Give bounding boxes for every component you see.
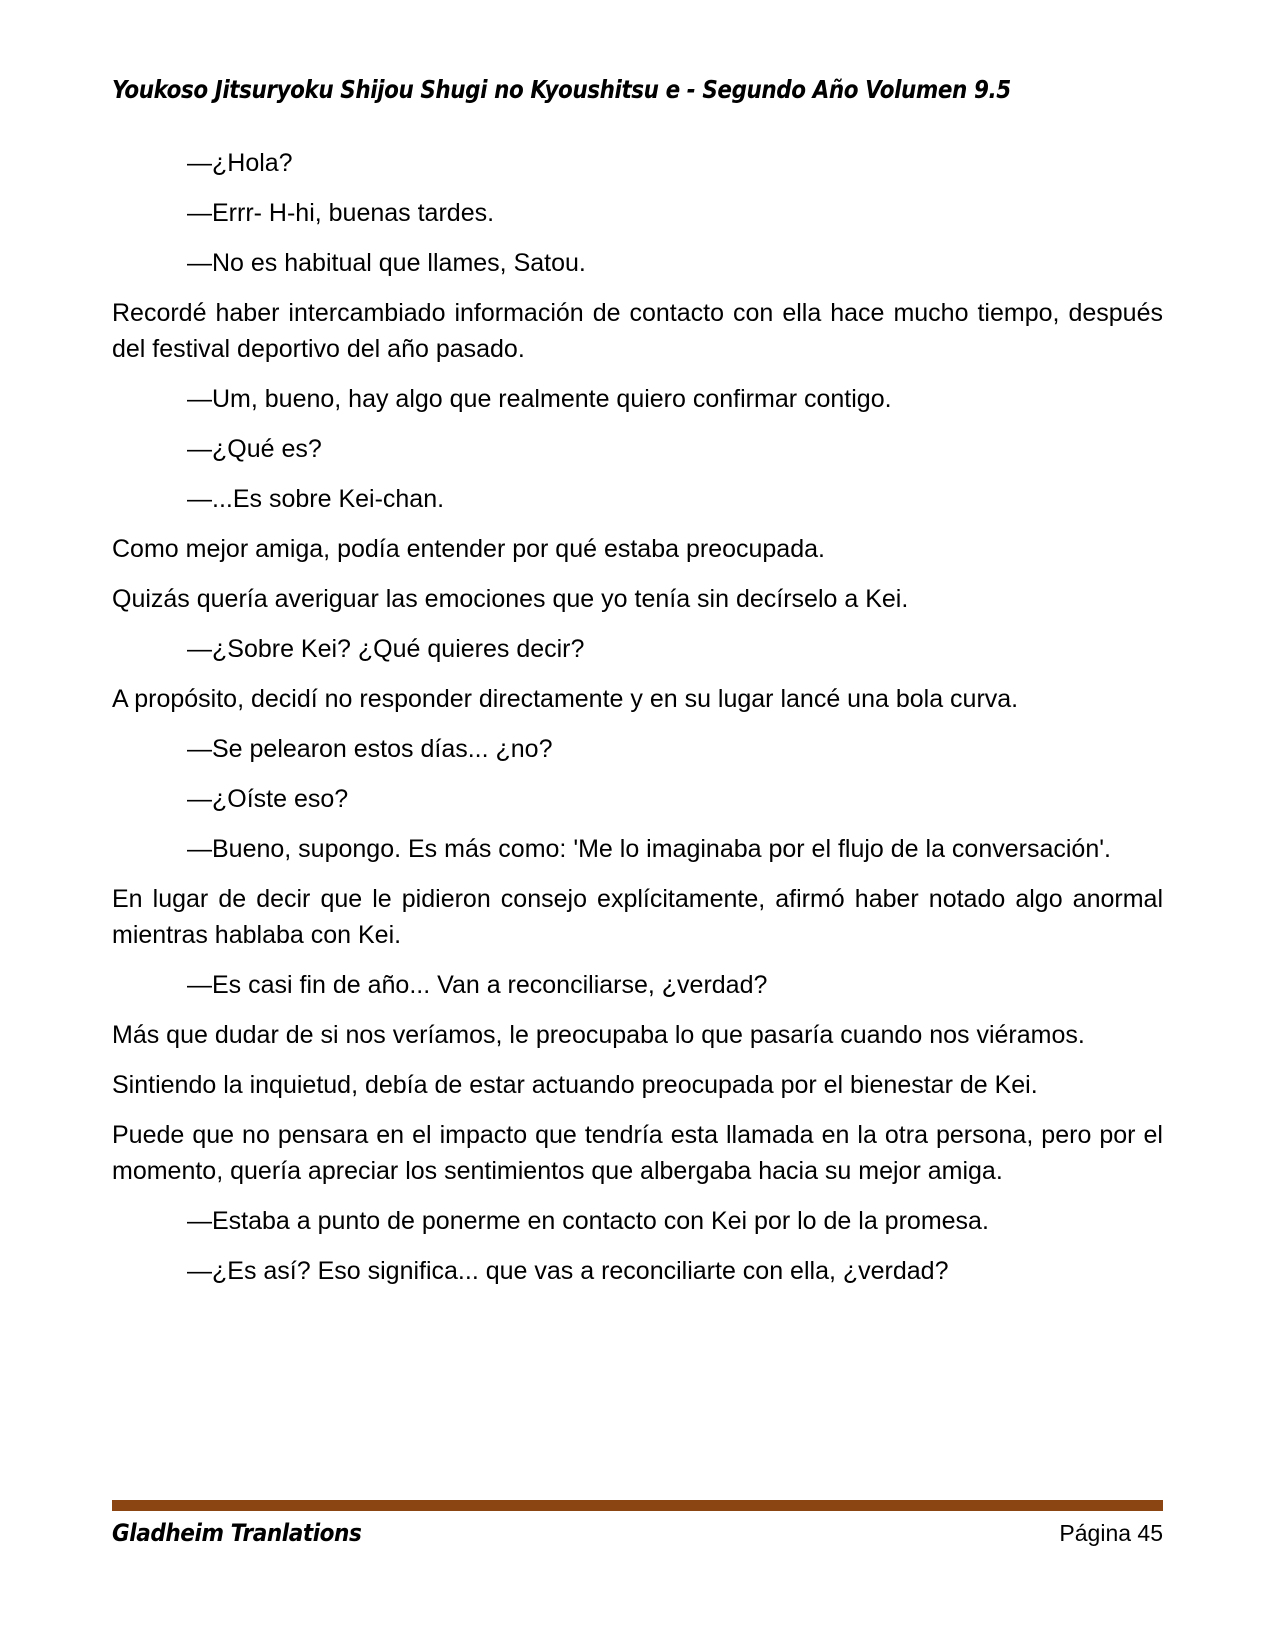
paragraph-dialogue: —Errr- H-hi, buenas tardes. bbox=[187, 199, 495, 227]
paragraph-narration: Puede que no pensara en el impacto que tendría esta llamada en la otra persona, pero por el momento, quería apreciar los sentimientos que albergaba hacia su mejor amiga. bbox=[112, 1121, 1163, 1185]
paragraph-narration: Más que dudar de si nos veríamos, le preocupaba lo que pasaría cuando nos viéramos. bbox=[112, 1021, 1085, 1049]
running-title: Youkoso Jitsuryoku Shijou Shugi no Kyoushitsu e - Segundo Año Volumen 9.5 bbox=[112, 75, 1011, 104]
translator-credit: Gladheim Tranlations bbox=[112, 1519, 362, 1547]
paragraph-dialogue: —...Es sobre Kei-chan. bbox=[187, 485, 445, 513]
paragraph-narration: Como mejor amiga, podía entender por qué estaba preocupada. bbox=[112, 535, 825, 563]
paragraph-narration: En lugar de decir que le pidieron consejo explícitamente, afirmó haber notado algo anormal mientras hablaba con Kei. bbox=[112, 885, 1163, 949]
paragraph-dialogue: —Se pelearon estos días... ¿no? bbox=[187, 735, 553, 763]
paragraph-narration: Quizás quería averiguar las emociones que yo tenía sin decírselo a Kei. bbox=[112, 585, 909, 613]
paragraph-dialogue: —Um, bueno, hay algo que realmente quiero confirmar contigo. bbox=[187, 385, 892, 413]
paragraph-dialogue: —Bueno, supongo. Es más como: 'Me lo imaginaba por el flujo de la conversación'. bbox=[187, 835, 1111, 863]
paragraph-dialogue: —No es habitual que llames, Satou. bbox=[187, 249, 586, 277]
paragraph-dialogue: —¿Hola? bbox=[187, 149, 293, 177]
paragraph-dialogue: —Es casi fin de año... Van a reconciliarse, ¿verdad? bbox=[187, 971, 768, 999]
page-body bbox=[0, 145, 1275, 1289]
page-number: Página 45 bbox=[1059, 1520, 1163, 1546]
paragraph-dialogue: —¿Oíste eso? bbox=[187, 785, 349, 813]
paragraph-dialogue: —¿Sobre Kei? ¿Qué quieres decir? bbox=[187, 635, 585, 663]
paragraph-dialogue: —¿Es así? Eso significa... que vas a reconciliarte con ella, ¿verdad? bbox=[187, 1257, 949, 1285]
paragraph-dialogue: —¿Qué es? bbox=[187, 435, 322, 463]
page-header bbox=[0, 0, 1275, 110]
page-footer bbox=[112, 1500, 1163, 1547]
paragraph-narration: Recordé haber intercambiado información de contacto con ella hace mucho tiempo, después del festival deportivo del año pasado. bbox=[112, 299, 1163, 363]
footer-row bbox=[112, 1519, 1163, 1547]
footer-rule bbox=[112, 1500, 1163, 1511]
paragraph-dialogue: —Estaba a punto de ponerme en contacto con Kei por lo de la promesa. bbox=[187, 1207, 989, 1235]
paragraph-narration: Sintiendo la inquietud, debía de estar actuando preocupada por el bienestar de Kei. bbox=[112, 1071, 1038, 1099]
paragraph-narration: A propósito, decidí no responder directamente y en su lugar lancé una bola curva. bbox=[112, 685, 1019, 713]
